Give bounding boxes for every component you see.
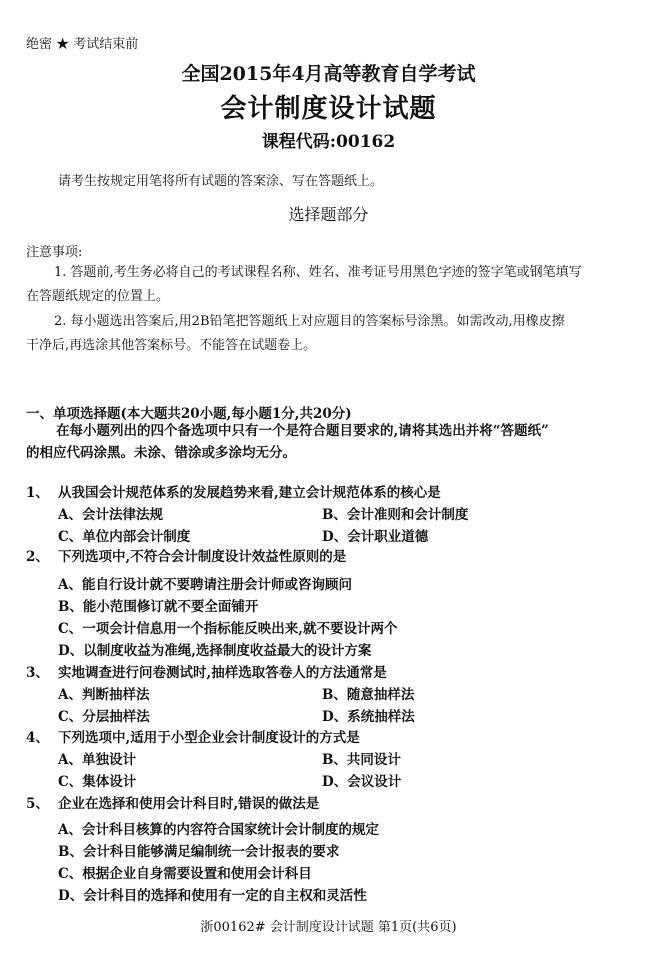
option-b: B、会计科目能够满足编制统一会计报表的要求: [58, 844, 340, 860]
option-b: B、随意抽样法: [322, 687, 415, 703]
question-stem: 企业在选择和使用会计科目时,错误的做法是: [58, 796, 320, 812]
notice-item-2-line2: 干净后,再选涂其他答案标号。不能答在试题卷上。: [26, 338, 317, 353]
question-number: 1、: [26, 485, 49, 501]
option-d: D、会计科目的选择和使用有一定的自主权和灵活性: [58, 888, 367, 904]
option-b: B、共同设计: [322, 752, 401, 768]
section-title: 选择题部分: [288, 205, 369, 224]
option-c: C、根据企业自身需要设置和使用会计科目: [58, 866, 312, 882]
option-a: A、判断抽样法: [58, 687, 150, 703]
question-number: 2、: [26, 549, 49, 565]
part1-heading: 一、单项选择题(本大题共20小题,每小题1分,共20分): [26, 406, 352, 422]
question-number: 5、: [26, 796, 49, 812]
question-stem: 实地调查进行问卷测试时,抽样选取答卷人的方法通常是: [58, 665, 387, 681]
answer-instruction: 请考生按规定用笔将所有试题的答案涂、写在答题纸上。: [58, 174, 384, 189]
option-a: A、会计法律法规: [58, 507, 163, 523]
option-a: A、会计科目核算的内容符合国家统计会计制度的规定: [58, 822, 379, 838]
question-stem: 下列选项中,不符合会计制度设计效益性原则的是: [58, 549, 347, 565]
option-a: A、单独设计: [58, 752, 136, 768]
paper-title: 会计制度设计试题: [220, 94, 437, 124]
confidential-label: 绝密 ★ 考试结束前: [26, 37, 139, 52]
notice-item-1-line2: 在答题纸规定的位置上。: [26, 289, 170, 304]
notice-item-2: [26, 310, 640, 358]
option-a: A、能自行设计就不要聘请注册会计师或咨询顾问: [58, 577, 352, 593]
option-d: D、以制度收益为准绳,选择制度收益最大的设计方案: [58, 643, 372, 659]
part1-instructions: [26, 420, 640, 464]
option-b: B、会计准则和会计制度: [322, 507, 469, 523]
question-stem: 下列选项中,适用于小型企业会计制度设计的方式是: [58, 730, 360, 746]
option-c: C、单位内部会计制度: [58, 529, 191, 545]
option-c: C、分层抽样法: [58, 709, 150, 725]
notice-item-1-line1: 1. 答题前,考生务必将自己的考试课程名称、姓名、准考证号用黑色字迹的签字笔或钢笔填写: [54, 265, 582, 280]
option-c: C、一项会计信息用一个指标能反映出来,就不要设计两个: [58, 621, 398, 637]
exam-title: 全国2015年4月高等教育自学考试: [181, 63, 476, 85]
question-stem: 从我国会计规范体系的发展趋势来看,建立会计规范体系的核心是: [58, 485, 441, 501]
question-number: 3、: [26, 665, 49, 681]
page-footer: 浙00162# 会计制度设计试题 第1页(共6页): [200, 920, 457, 935]
notice-item-1: [26, 261, 640, 309]
part1-instr-line1: 在每小题列出的四个备选项中只有一个是符合题目要求的,请将其选出并将“答题纸”: [56, 423, 549, 439]
notice-item-2-line1: 2. 每小题选出答案后,用2B铅笔把答题纸上对应题目的答案标号涂黑。如需改动,用橡皮擦: [54, 314, 565, 329]
course-code: 课程代码:00162: [261, 132, 396, 152]
question-number: 4、: [26, 730, 49, 746]
option-c: C、集体设计: [58, 774, 137, 790]
option-b: B、能小范围修订就不要全面铺开: [58, 599, 259, 615]
part1-instr-line2: 的相应代码涂黑。未涂、错涂或多涂均无分。: [26, 445, 296, 461]
option-d: D、会议设计: [322, 774, 402, 790]
option-d: D、系统抽样法: [322, 709, 415, 725]
notice-heading: 注意事项:: [26, 245, 83, 260]
option-d: D、会计职业道德: [322, 529, 429, 545]
